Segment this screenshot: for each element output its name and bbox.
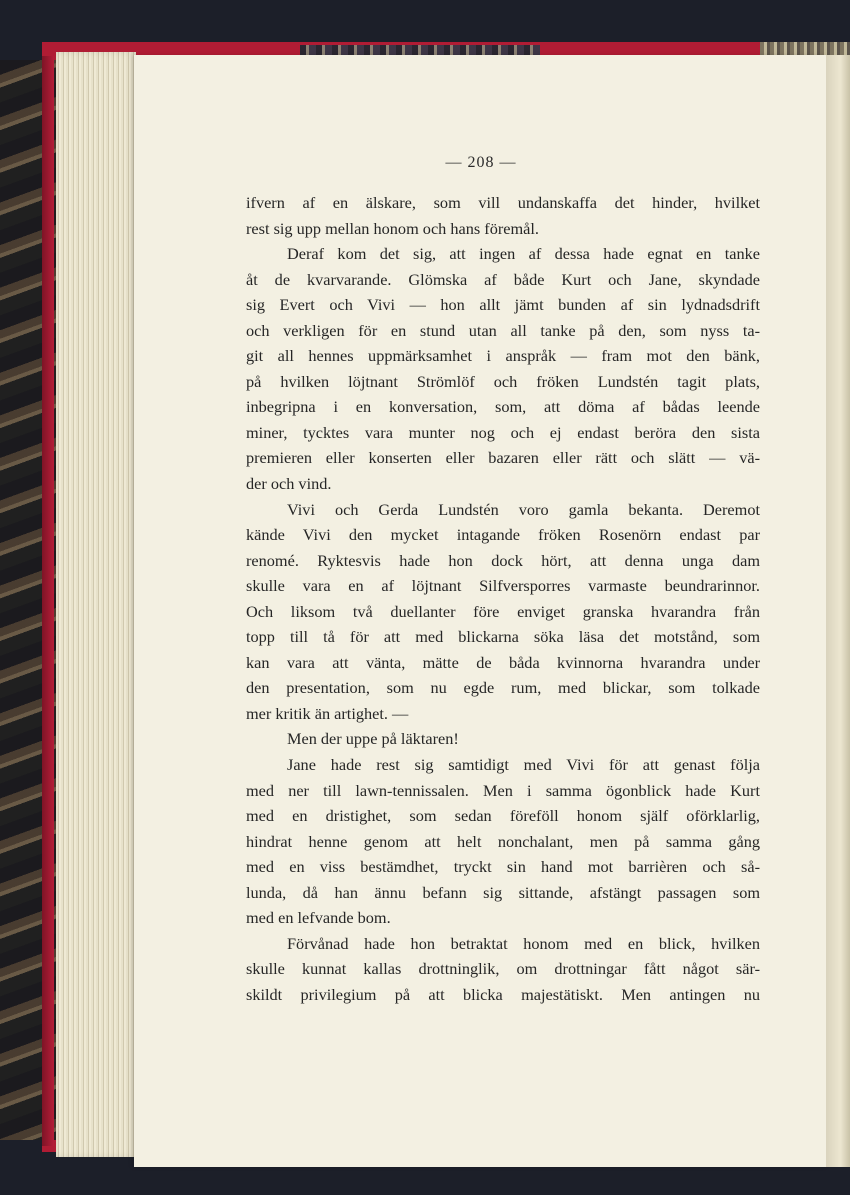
text-line: der och vind.	[246, 474, 332, 494]
text-line: den presentation, som nu egde rum, med blickar, som tolkade	[246, 678, 760, 698]
text-line: rest sig upp mellan honom och hans föremål.	[246, 218, 539, 238]
text-line: på hvilken löjtnant Strömlöf och fröken Lundstén tagit plats,	[246, 371, 760, 391]
text-line: med en lefvande bom.	[246, 908, 391, 928]
text-line: sig Evert och Vivi — hon allt jämt bunden af sin lydnadsdrift	[246, 295, 760, 315]
text-line: med en dristighet, som sedan föreföll honom själf oförklarlig,	[246, 806, 760, 826]
text-line: git all hennes uppmärksamhet i anspråk — fram mot den bänk,	[246, 346, 760, 366]
text-line: topp till tå för att med blickarna söka läsa det motstånd, som	[246, 627, 760, 647]
text-line: ifvern af en älskare, som vill undanskaffa det hinder, hvilket	[246, 193, 760, 212]
text-line: lunda, då han ännu befann sig sittande, afstängt passagen som	[246, 882, 760, 902]
text-line: skulle kunnat kallas drottninglik, om drottningar fått något sär-	[246, 959, 760, 979]
text-line: Vivi och Gerda Lundstén voro gamla bekanta. Deremot	[287, 499, 760, 519]
text-line: Men der uppe på läktaren!	[287, 729, 459, 749]
page-text	[246, 190, 760, 1008]
text-line: kan vara att vänta, mätte de båda kvinnorna hvarandra under	[246, 652, 760, 672]
page-gutter-shade	[826, 55, 850, 1167]
text-line: med en viss bestämdhet, tryckt sin hand mot barrièren och så-	[246, 857, 760, 877]
headband	[300, 45, 540, 55]
text-line: Jane hade rest sig samtidigt med Vivi för att genast följa	[287, 755, 760, 775]
text-line: kände Vivi den mycket intagande fröken Rosenörn endast par	[246, 525, 760, 545]
page-stack-edges	[56, 52, 136, 1157]
text-line: Deraf kom det sig, att ingen af dessa hade egnat en tanke	[287, 244, 760, 264]
text-line: hindrat henne genom att helt nonchalant, men på samma gång	[246, 831, 760, 851]
page-number: — 208 —	[445, 154, 517, 171]
text-line: miner, tycktes vara munter nog och ej endast beröra den sista	[246, 422, 760, 442]
text-line: Förvånad hade hon betraktat honom med en blick, hvilken	[287, 933, 760, 953]
text-line: och verkligen för en stund utan all tanke på den, som nyss ta-	[246, 320, 760, 340]
cover-edge	[42, 56, 54, 1146]
text-line: skulle vara en af löjtnant Silfversporres varmaste beundrarinnor.	[246, 576, 760, 596]
text-line: med ner till lawn-tennissalen. Men i samma ögonblick hade Kurt	[246, 780, 760, 800]
text-line: renomé. Ryktesvis hade hon dock hört, att denna unga dam	[246, 550, 760, 570]
text-line: Och liksom två duellanter före enviget granska hvarandra från	[246, 601, 760, 621]
text-line: mer kritik än artighet. —	[246, 703, 409, 723]
text-line: skildt privilegium på att blicka majestätiskt. Men antingen nu	[246, 984, 760, 1004]
text-line: inbegripna i en konversation, som, att döma af bådas leende	[246, 397, 760, 417]
text-line: åt de kvarvarande. Glömska af både Kurt och Jane, skyndade	[246, 269, 760, 289]
text-line: premieren eller konserten eller bazaren eller rätt och slätt — vä-	[246, 448, 760, 468]
